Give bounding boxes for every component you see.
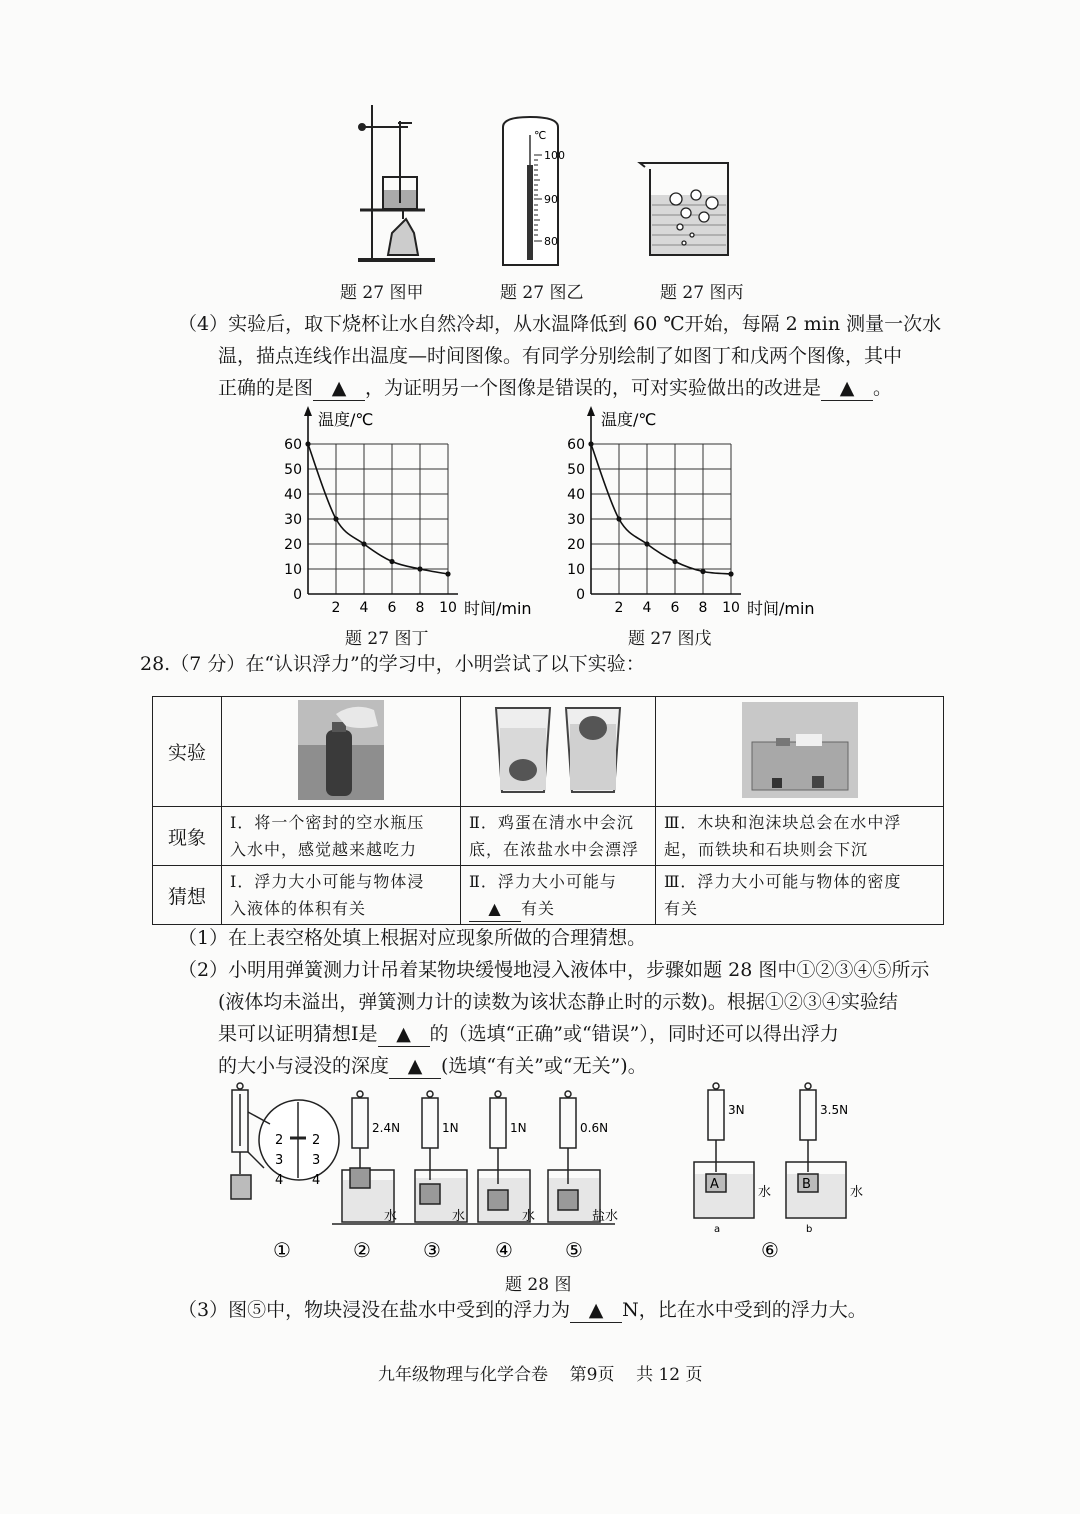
data-point [445, 571, 450, 576]
data-point [728, 571, 733, 576]
answer-blank-28-2a[interactable]: ▲ [378, 1022, 430, 1047]
y-tick-label: 50 [284, 462, 302, 478]
x-tick-label: 10 [722, 600, 740, 616]
bottle-press-photo [298, 700, 384, 800]
answer-blank-27-4a[interactable]: ▲ [313, 376, 365, 401]
phenomenon-3 [656, 807, 944, 866]
step-label-6: ⑥ [761, 1238, 779, 1262]
answer-blank-27-4b[interactable]: ▲ [821, 376, 873, 401]
q28-sub2-line3 [218, 1018, 839, 1050]
thermometer-drawing [503, 117, 565, 265]
y-tick-label: 10 [567, 562, 585, 578]
q28-sub3-text-b: N，比在水中受到的浮力大。 [622, 1299, 867, 1321]
y-tick-label: 20 [567, 537, 585, 553]
chart-fig27-wu [563, 402, 833, 627]
x-tick-label: 4 [359, 600, 369, 616]
data-point [672, 559, 677, 564]
q27-4-line1: （4）实验后，取下烧杯让水自然冷却，从水温降低到 60 ℃开始，每隔 2 min 测量一次水 [178, 313, 942, 335]
y-tick-label: 40 [567, 487, 585, 503]
sub-label-b: b [806, 1224, 813, 1235]
guess-1-line2: 入液体的体积有关 [230, 899, 367, 918]
y-tick-label: 0 [576, 587, 585, 603]
answer-blank-guess-2[interactable]: ▲ [469, 897, 521, 922]
caption-fig27-yi: 题 27 图乙 [500, 283, 584, 303]
scale-label-3a: 3 [275, 1153, 284, 1168]
reading-6a: 3N [728, 1103, 745, 1117]
iron-stand-drawing [358, 105, 435, 260]
y-axis-arrow [304, 406, 312, 416]
guess-2-line2: 有关 [521, 899, 556, 918]
q28-sub2-text-4a: 的大小与浸没的深度 [218, 1055, 390, 1077]
q28-sub3 [178, 1294, 867, 1326]
reading-step3: 1N [442, 1121, 459, 1135]
phenomenon-3-line1: Ⅲ．木块和泡沫块总会在水中浮 [664, 813, 902, 832]
reading-step4: 1N [510, 1121, 527, 1135]
experiment-table [152, 696, 944, 925]
phenomenon-3-line2: 起，而铁块和石块则会下沉 [664, 840, 869, 859]
y-tick-label: 60 [284, 437, 302, 453]
x-tick-label: 6 [670, 600, 680, 616]
y-axis-arrow [587, 406, 595, 416]
y-tick-label: 0 [293, 587, 302, 603]
caption-fig27-jia: 题 27 图甲 [340, 283, 424, 303]
step-label-3: ③ [423, 1238, 441, 1262]
block-a-label: A [710, 1177, 719, 1192]
y-tick-label: 40 [284, 487, 302, 503]
guess-2 [461, 866, 656, 925]
liquid-label-step5: 盐水 [592, 1209, 619, 1224]
q28-sub2-line4 [218, 1050, 647, 1082]
figure28-spring-scale [220, 1080, 880, 1270]
x-tick-label: 4 [642, 600, 652, 616]
photo-bottle-cell [222, 697, 461, 807]
thermo-unit: ℃ [534, 129, 547, 142]
scale-label-2b: 2 [312, 1133, 321, 1148]
x-tick-label: 2 [614, 600, 624, 616]
y-tick-label: 10 [284, 562, 302, 578]
y-axis-label: 温度/℃ [318, 410, 374, 429]
answer-blank-28-2b[interactable]: ▲ [389, 1054, 441, 1079]
table-row-experiment [153, 697, 944, 807]
answer-blank-28-3[interactable]: ▲ [570, 1298, 622, 1323]
scale-label-4b: 4 [312, 1173, 321, 1188]
x-tick-label: 8 [698, 600, 708, 616]
guess-2-line1: Ⅱ．浮力大小可能与 [469, 872, 617, 891]
phenomenon-1-line1: Ⅰ．将一个密封的空水瓶压 [230, 813, 425, 832]
chart-fig27-ding [280, 402, 550, 627]
phenomenon-2 [461, 807, 656, 866]
step-label-5: ⑤ [565, 1238, 583, 1262]
beaker-boiling-drawing [640, 163, 728, 255]
q28-sub2-line2: (液体均未溢出，弹簧测力计的读数为该状态静止时的示数)。根据①②③④实验结 [218, 991, 898, 1013]
table-row-phenomenon [153, 807, 944, 866]
step-label-4: ④ [495, 1238, 513, 1262]
footer-title: 九年级物理与化学合卷 [378, 1365, 548, 1385]
temperature-curve [591, 444, 731, 574]
phenomenon-2-line2: 底，在浓盐水中会漂浮 [469, 840, 640, 859]
q28-sub2-line1: （2）小明用弹簧测力计吊着某物块缓慢地浸入液体中，步骤如题 28 图中①②③④⑤所示 [178, 959, 930, 981]
q28-sub1: （1）在上表空格处填上根据对应现象所做的合理猜想。 [178, 927, 647, 949]
row-label-phenomenon: 现象 [153, 807, 222, 866]
x-tick-label: 8 [415, 600, 425, 616]
q27-4-line3 [218, 372, 892, 404]
y-tick-label: 30 [284, 512, 302, 528]
guess-1 [222, 866, 461, 925]
footer-total: 共 12 页 [636, 1365, 703, 1385]
thermo-tick-80: 80 [544, 235, 558, 248]
photo-egg-cell [461, 697, 656, 807]
guess-3-line1: Ⅲ．浮力大小可能与物体的密度 [664, 872, 902, 891]
step-label-1: ① [273, 1238, 291, 1262]
data-point [644, 541, 649, 546]
data-point [333, 516, 338, 521]
footer-page: 第9页 [569, 1365, 615, 1385]
q27-4-text-a: 正确的是图 [218, 377, 314, 399]
reading-6b: 3.5N [820, 1103, 849, 1117]
q28-intro: 28.（7 分）在“认识浮力”的学习中，小明尝试了以下实验： [140, 653, 645, 675]
egg-glasses-photo [488, 700, 628, 800]
thermo-tick-100: 100 [544, 149, 565, 162]
caption-fig27-bing: 题 27 图丙 [660, 283, 744, 303]
data-point [588, 441, 593, 446]
phenomenon-1 [222, 807, 461, 866]
q27-4-line2: 温，描点连线作出温度—时间图像。有同学分别绘制了如图丁和戊两个图像，其中 [218, 345, 903, 367]
data-point [389, 559, 394, 564]
data-point [417, 566, 422, 571]
reading-step2: 2.4N [372, 1121, 401, 1135]
liquid-label-step3: 水 [452, 1209, 466, 1224]
phenomenon-1-line2: 入水中，感觉越来越吃力 [230, 840, 418, 859]
figure27-apparatus [340, 95, 760, 275]
data-point [700, 569, 705, 574]
caption-fig27-wu: 题 27 图戊 [628, 629, 712, 649]
guess-3-line2: 有关 [664, 899, 699, 918]
data-point [616, 516, 621, 521]
reading-step5: 0.6N [580, 1121, 609, 1135]
scale-label-2a: 2 [275, 1133, 284, 1148]
temperature-curve [308, 444, 448, 574]
sub-label-a: a [714, 1224, 721, 1235]
q28-sub2-text-3a: 果可以证明猜想Ⅰ是 [218, 1023, 378, 1045]
y-tick-label: 50 [567, 462, 585, 478]
x-tick-label: 6 [387, 600, 397, 616]
footer [378, 1360, 703, 1385]
step-label-2: ② [353, 1238, 371, 1262]
y-axis-label: 温度/℃ [601, 410, 657, 429]
caption-fig28: 题 28 图 [505, 1275, 572, 1295]
table-row-guess [153, 866, 944, 925]
water-tank-photo [742, 702, 858, 798]
y-tick-label: 30 [567, 512, 585, 528]
x-axis-label: 时间/min [464, 599, 532, 618]
x-axis-label: 时间/min [747, 599, 815, 618]
row-label-experiment: 实验 [153, 697, 222, 807]
scale-label-3b: 3 [312, 1153, 321, 1168]
guess-1-line1: Ⅰ．浮力大小可能与物体浸 [230, 872, 425, 891]
q27-4-text-c: 。 [873, 377, 893, 399]
data-point [361, 541, 366, 546]
q27-4-text-b: ，为证明另一个图像是错误的，可对实验做出的改进是 [365, 377, 822, 399]
guess-3 [656, 866, 944, 925]
x-tick-label: 10 [439, 600, 457, 616]
caption-fig27-ding: 题 27 图丁 [345, 629, 429, 649]
q28-sub3-text-a: （3）图⑤中，物块浸没在盐水中受到的浮力为 [178, 1299, 571, 1321]
block-b-label: B [802, 1177, 811, 1192]
scale-label-4a: 4 [275, 1173, 284, 1188]
photo-tank-cell [656, 697, 944, 807]
data-point [305, 441, 310, 446]
q28-sub2-text-4b: (选填“有关”或“无关”)。 [441, 1055, 647, 1077]
y-tick-label: 60 [567, 437, 585, 453]
q28-sub2-text-3b: 的（选填“正确”或“错误”），同时还可以得出浮力 [429, 1023, 839, 1045]
liquid-label-6b: 水 [850, 1185, 864, 1200]
liquid-label-step2: 水 [384, 1209, 398, 1224]
liquid-label-6a: 水 [758, 1185, 772, 1200]
liquid-label-step4: 水 [522, 1209, 536, 1224]
phenomenon-2-line1: Ⅱ．鸡蛋在清水中会沉 [469, 813, 634, 832]
thermo-tick-90: 90 [544, 193, 558, 206]
row-label-guess: 猜想 [153, 866, 222, 925]
x-tick-label: 2 [331, 600, 341, 616]
y-tick-label: 20 [284, 537, 302, 553]
